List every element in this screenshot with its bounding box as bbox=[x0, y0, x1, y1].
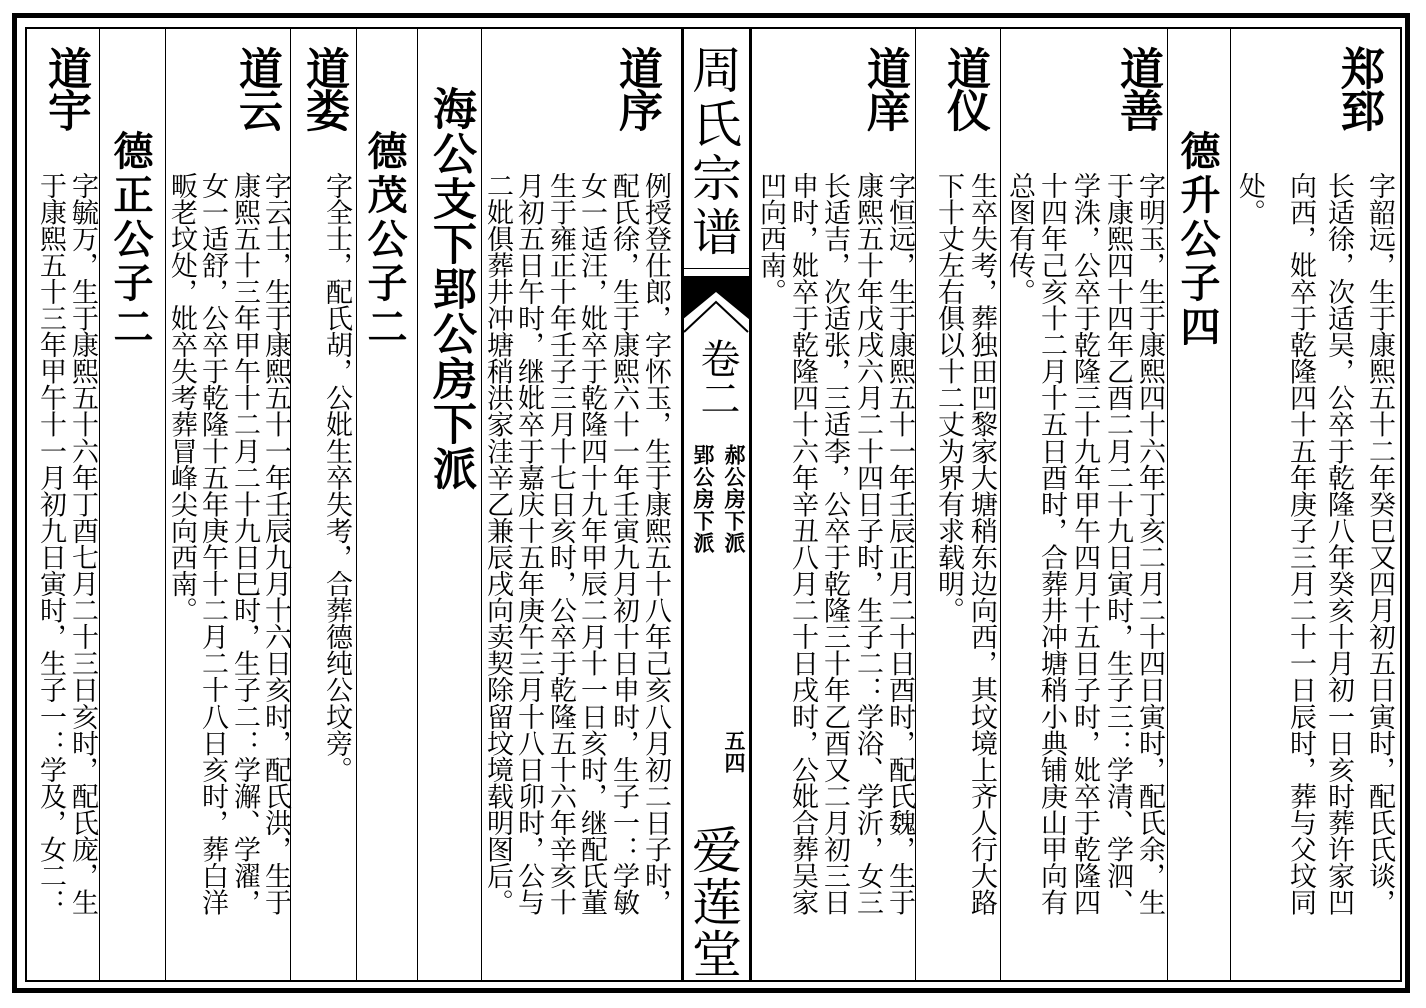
entry-name: 郑郅 bbox=[1333, 46, 1384, 130]
entry-text: 康熙五十三年甲午十二月二十九日巳时，生子二：学澥、学濯， bbox=[229, 172, 260, 916]
entry-text: 处。 bbox=[1234, 172, 1265, 226]
entry-text: 字韶远，生于康熙五十二年癸巳又四月初五日寅时，配氏氏谈， bbox=[1364, 172, 1395, 916]
spine-rule bbox=[682, 268, 750, 269]
column-divider bbox=[356, 27, 357, 982]
entry-text: 月初五日午时，继妣卒于嘉庆十五年庚午三月十八日卯时，公与 bbox=[513, 172, 544, 916]
page-number: 五四 bbox=[722, 730, 747, 774]
center-divider-right bbox=[749, 27, 752, 982]
hall-name: 爱莲堂 bbox=[684, 824, 742, 980]
entry-text: 生于雍正十年壬子三月十七日亥时，公卒于乾隆五十六年辛亥十 bbox=[545, 172, 576, 916]
entry-text: 女一适舒，公卒于乾隆十五年庚午十二月二十八日亥时，葬白洋 bbox=[197, 172, 228, 916]
column-divider bbox=[1230, 27, 1231, 982]
entry-name: 道庠 bbox=[859, 46, 910, 130]
branch-header: 海公支下郢公房下派 bbox=[425, 86, 476, 491]
entry-text: 于康熙五十三年甲午十一月初九日寅时，生子一：学及，女二： bbox=[35, 172, 66, 916]
generation-header: 德升公子四 bbox=[1174, 130, 1221, 350]
generation-header: 德正公子二 bbox=[107, 130, 154, 350]
entry-text: 申时，妣卒于乾隆四十六年辛丑八月二十日戌时，公妣合葬吴家 bbox=[787, 172, 818, 916]
entry-text: 字明玉，生于康熙四十六年丁亥二月二十四日寅时，配氏余，生 bbox=[1134, 172, 1165, 916]
column-divider bbox=[1000, 27, 1001, 982]
volume-label: 卷二 bbox=[694, 338, 740, 418]
entry-name: 道仪 bbox=[939, 46, 990, 130]
book-title: 周氏宗谱 bbox=[684, 44, 742, 260]
entry-text: 十四年己亥十二月十五日酉时，合葬井冲塘稍小典铺庚山甲向有 bbox=[1036, 172, 1067, 916]
column-divider bbox=[1167, 27, 1168, 982]
entry-text: 下十丈左右俱以十二丈为界有求载明。 bbox=[933, 172, 964, 624]
column-divider bbox=[99, 27, 100, 982]
entry-text: 字恒远，生于康熙五十一年壬辰正月二十日酉时，配氏魏，生于 bbox=[884, 172, 915, 916]
entry-text: 字全士，配氏胡，公妣生卒失考，合葬德纯公坟旁。 bbox=[321, 172, 352, 783]
entry-name: 道云 bbox=[231, 46, 282, 130]
entry-text: 配氏徐，生于康熙六十一年壬寅九月初十日申时，生子一：学敏 bbox=[608, 172, 639, 916]
column-divider bbox=[417, 27, 418, 982]
entry-text: 学洙，公卒于乾隆三十九年甲午四月十五日子时，妣卒于乾隆四 bbox=[1069, 172, 1100, 916]
entry-text: 畈老坟处，妣卒失考葬冒峰尖向西南。 bbox=[166, 172, 197, 624]
entry-text: 例授登仕郎，字怀玉，生于康熙五十八年己亥八月初二日子时， bbox=[640, 172, 671, 916]
sub-branch-label: 郢公房下派 bbox=[691, 444, 716, 554]
entry-text: 于康熙四十四年乙酉二月二十九日寅时，生子三：学清、学泗、 bbox=[1102, 172, 1133, 916]
entry-name: 道善 bbox=[1112, 46, 1163, 130]
entry-text: 字云士，生于康熙五十一年壬辰九月十六日亥时，配氏洪，生于 bbox=[260, 172, 291, 916]
entry-name: 道序 bbox=[611, 46, 662, 130]
entry-text: 长适徐，次适吴，公卒于乾隆八年癸亥十月初一日亥时葬许家凹 bbox=[1323, 172, 1354, 916]
entry-name: 道娄 bbox=[298, 46, 349, 130]
entry-text: 字毓万，生于康熙五十六年丁酉七月二十三日亥时，配氏庞，生 bbox=[67, 172, 98, 916]
column-divider bbox=[915, 27, 916, 982]
entry-text: 生卒失考，葬独田凹黎家大塘稍东边向西，其坟境上齐人行大路 bbox=[966, 172, 997, 916]
generation-header: 德茂公子二 bbox=[361, 130, 408, 350]
entry-text: 向西，妣卒于乾隆四十五年庚子三月二十一日辰时，葬与父坟同 bbox=[1285, 172, 1316, 916]
entry-text: 康熙五十年戊戌六月二十四日子时，生子二：学浴、学沂，女三 bbox=[852, 172, 883, 916]
entry-text: 凹向西南。 bbox=[755, 172, 786, 305]
entry-name: 道宇 bbox=[40, 46, 91, 130]
sub-branch-label: 郝公房下派 bbox=[722, 444, 747, 554]
entry-text: 女一适汪，妣卒于乾隆四十九年甲辰二月十一日亥时，继配氏董 bbox=[576, 172, 607, 916]
entry-text: 二妣俱葬井冲塘稍洪家洼辛乙兼辰戌向卖契除留坟境载明图后。 bbox=[482, 172, 513, 916]
entry-text: 总图有传。 bbox=[1004, 172, 1035, 305]
fish-tail-ornament bbox=[682, 276, 750, 336]
entry-text: 长适吉，次适张，三适李，公卒于乾隆三十年乙酉又二月初三日 bbox=[819, 172, 850, 916]
